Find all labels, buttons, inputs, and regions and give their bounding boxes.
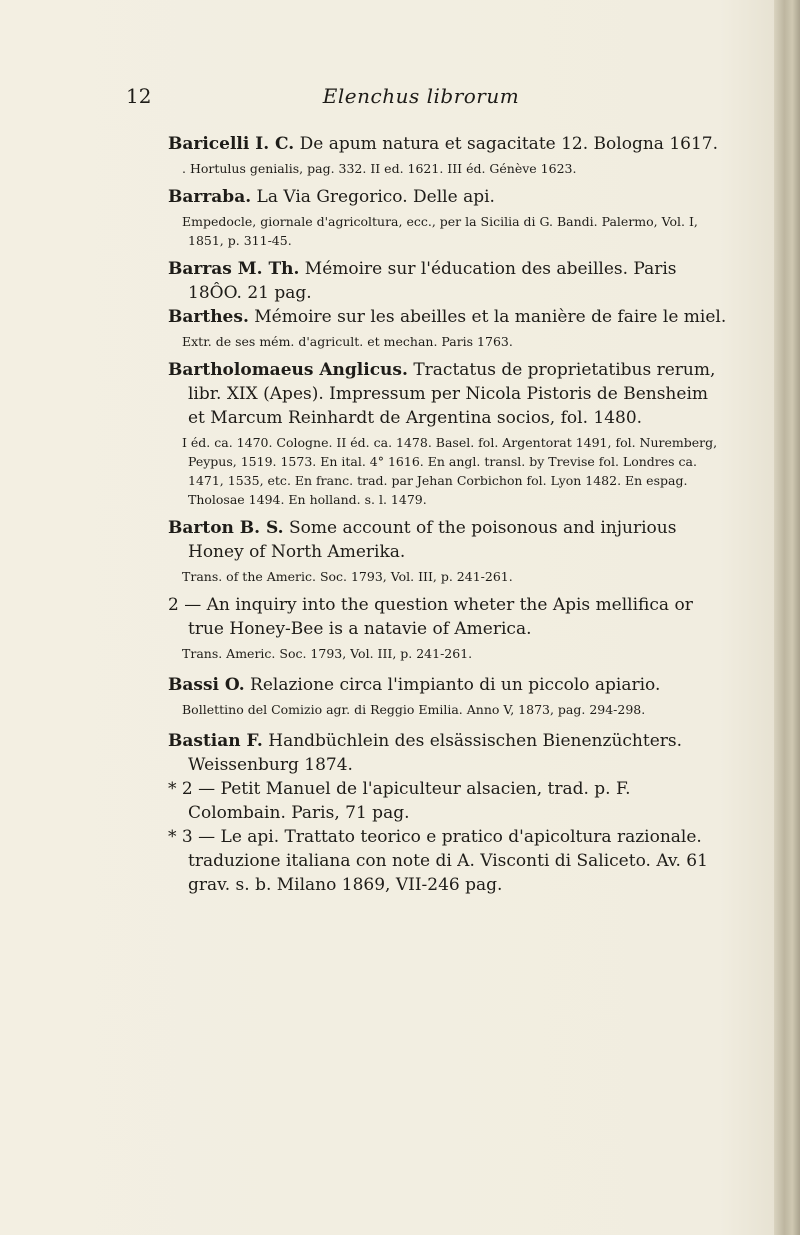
entry-main bbox=[168, 185, 728, 209]
entry-text: La Via Gregorico. Delle api. bbox=[251, 187, 495, 207]
page-header bbox=[126, 84, 716, 116]
entry-barthes bbox=[168, 305, 728, 351]
entry-text: Mémoire sur l'éducation des abeilles. Paris 18ÔO. 21 pag. bbox=[188, 259, 677, 303]
entry-text: 2 — An inquiry into the question wheter the Apis mellifica or true Honey-Bee is a natavie of America. bbox=[168, 595, 693, 639]
entry-note: Extr. de ses mém. d'agricult. et mechan. Paris 1763. bbox=[182, 334, 513, 349]
entry-main bbox=[168, 516, 728, 564]
entry-main bbox=[168, 729, 728, 777]
entry-text: * 2 — Petit Manuel de l'apiculteur alsacien, trad. p. F. Colombain. Paris, 71 pag. bbox=[168, 779, 631, 823]
entry-main bbox=[168, 777, 728, 825]
entry-bassi bbox=[168, 673, 728, 719]
entry-main bbox=[168, 132, 728, 156]
entry-text: Some account of the poisonous and injurious Honey of North Amerika. bbox=[188, 518, 677, 562]
entry-note: . Hortulus genialis, pag. 332. II ed. 1621. III éd. Génève 1623. bbox=[182, 161, 577, 176]
entry-text: Handbüchlein des elsässischen Bienenzüchters. Weissenburg 1874. bbox=[188, 731, 683, 775]
entry-barraba bbox=[168, 185, 728, 250]
entry-barton bbox=[168, 516, 728, 586]
entry-note: Empedocle, giornale d'agricoltura, ecc., per la Sicilia di G. Bandi. Palermo, Vol. I, 1851, p. 311-45. bbox=[182, 214, 698, 248]
entry-main bbox=[168, 305, 728, 329]
entry-author: Barraba. bbox=[168, 187, 252, 207]
bibliography-list bbox=[168, 132, 728, 897]
entry-bastian bbox=[168, 729, 728, 777]
entry-bastian-3 bbox=[168, 825, 728, 897]
entry-author: Baricelli I. C. bbox=[168, 134, 295, 154]
entry-main bbox=[168, 825, 728, 897]
entry-text: Mémoire sur les abeilles et la manière de faire le miel. bbox=[248, 307, 727, 327]
entry-author: Bartholomaeus Anglicus. bbox=[168, 360, 408, 380]
entry-note: Trans. of the Americ. Soc. 1793, Vol. III, p. 241-261. bbox=[182, 569, 513, 584]
entry-main bbox=[168, 593, 728, 641]
page-edge bbox=[774, 0, 800, 1235]
entry-main bbox=[168, 673, 728, 697]
entry-text: Relazione circa l'impianto di un piccolo apiario. bbox=[244, 675, 661, 695]
entry-author: Bassi O. bbox=[168, 675, 245, 695]
entry-note: I éd. ca. 1470. Cologne. II éd. ca. 1478. Basel. fol. Argentorat 1491, fol. Nuremberg, Peypus, 1519. 1573. En ital. 4° 1616. En angl. transl. by Trevise fol. Londres ca. 1471, 1535, etc. En franc. trad. par Jehan Corbichon fol. Lyon 1482. En espag. Tholosae 1494. En holland. s. l. 1479. bbox=[182, 435, 718, 507]
entry-text: Tractatus de proprietatibus rerum, libr. XIX (Apes). Impressum per Nicola Pistoris de Bensheim et Marcum Reinhardt de Argentina socios, fol. 1480. bbox=[188, 360, 716, 428]
entry-author: Bastian F. bbox=[168, 731, 263, 751]
entry-text: De apum natura et sagacitate 12. Bologna 1617. bbox=[294, 134, 718, 154]
entry-main bbox=[168, 257, 728, 305]
entry-author: Barton B. S. bbox=[168, 518, 284, 538]
entry-bartholomaeus bbox=[168, 358, 728, 509]
entry-author: Barthes. bbox=[168, 307, 249, 327]
running-title: Elenchus librorum bbox=[322, 84, 520, 108]
entry-note: Trans. Americ. Soc. 1793, Vol. III, p. 241-261. bbox=[182, 646, 473, 661]
entry-baricelli bbox=[168, 132, 728, 178]
entry-bastian-2 bbox=[168, 777, 728, 825]
entry-main bbox=[168, 358, 728, 430]
entry-barras bbox=[168, 257, 728, 305]
entry-author: Barras M. Th. bbox=[168, 259, 300, 279]
entry-note: Bollettino del Comizio agr. di Reggio Emilia. Anno V, 1873, pag. 294-298. bbox=[182, 702, 646, 717]
entry-barton-2 bbox=[168, 593, 728, 663]
entry-text: * 3 — Le api. Trattato teorico e pratico d'apicoltura razionale. traduzione italiana con note di A. Visconti di Saliceto. Av. 61 grav. s. b. Milano 1869, VII-246 pag. bbox=[168, 827, 708, 895]
page-number: 12 bbox=[126, 84, 152, 108]
